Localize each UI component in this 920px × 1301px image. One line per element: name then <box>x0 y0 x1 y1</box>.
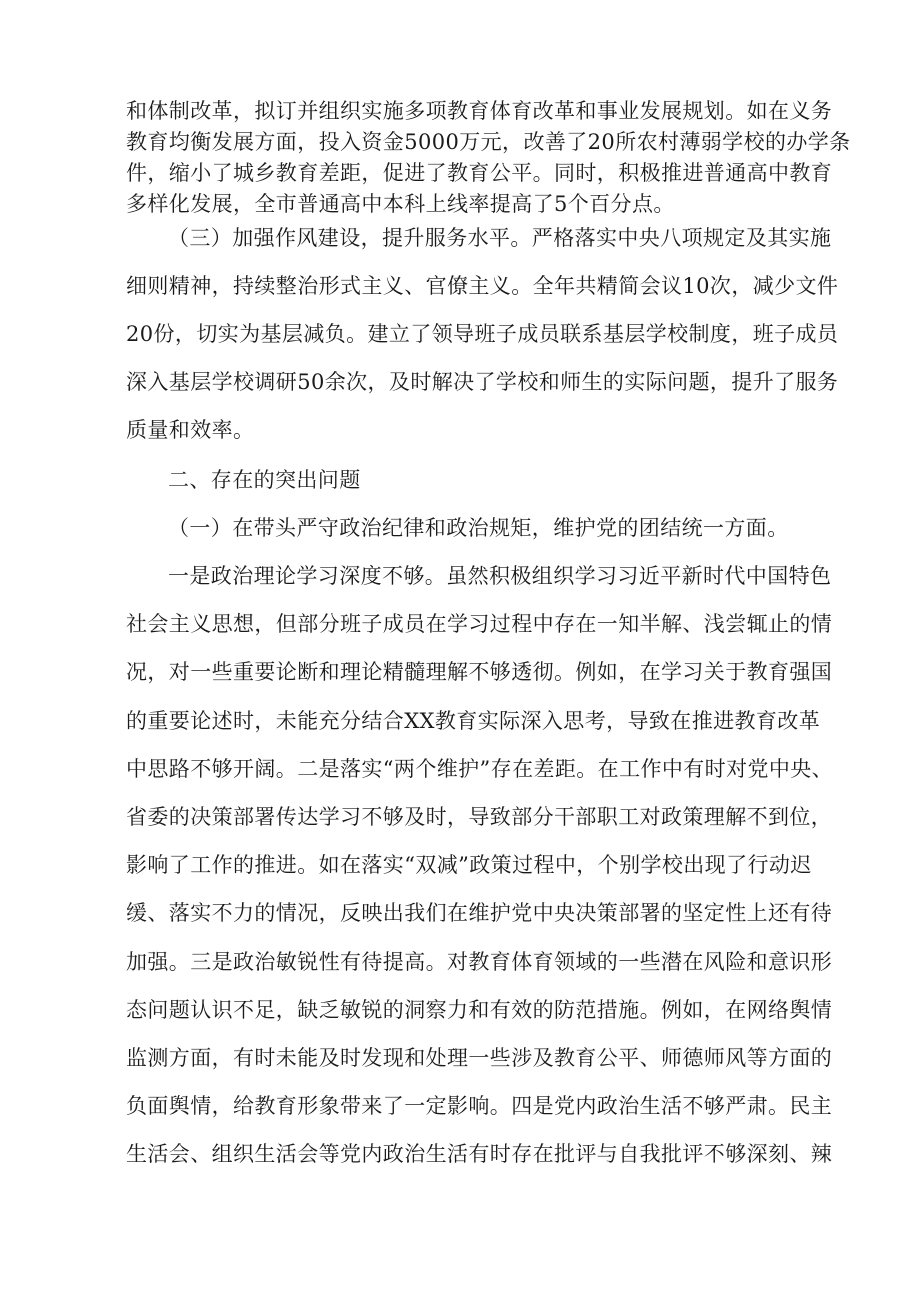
paragraph-problems-detail <box>126 552 834 1179</box>
subsection-title: （一）在带头严守政治纪律和政治规矩，维护党的团结统一方面。 <box>168 516 789 540</box>
text-line: 影响了工作的推进。如在落实“双减”政策过程中，个别学校出现了行动迟 <box>126 853 812 878</box>
text-line: 生活会、组织生活会等党内政治生活有时存在批评与自我批评不够深刻、辣 <box>126 1142 833 1167</box>
text-line: 监测方面，有时未能及时发现和处理一些涉及教育公平、师德师风等方面的 <box>126 1046 833 1071</box>
text-line: 件，缩小了城乡教育差距，促进了教育公平。同时，积极推进普通高中教育 <box>126 161 833 185</box>
text-line: 教育均衡发展方面，投入资金5000万元，改善了20所农村薄弱学校的办学条 <box>126 130 851 154</box>
text-line: 负面舆情，给教育形象带来了一定影响。四是党内政治生活不够严肃。民主 <box>126 1094 833 1119</box>
text-line: 中思路不够开阔。二是落实“两个维护”存在差距。在工作中有时对党中央、 <box>126 756 834 781</box>
text-line: 质量和效率。 <box>126 418 255 442</box>
text-line: 加强。三是政治敏锐性有待提高。对教育体育领域的一些潜在风险和意识形 <box>126 949 833 974</box>
paragraph-reform-results <box>126 96 851 220</box>
text-line: 和体制改革，拟订并组织实施多项教育体育改革和事业发展规划。如在义务 <box>126 99 833 123</box>
text-line: 缓、落实不力的情况，反映出我们在维护党中央决策部署的坚定性上还有待 <box>126 901 833 926</box>
text-line: 况，对一些重要论断和理论精髓理解不够透彻。例如，在学习关于教育强国 <box>126 660 833 685</box>
text-line: 20份，切实为基层减负。建立了领导班子成员联系基层学校制度，班子成员 <box>126 322 839 346</box>
subsection-heading <box>126 504 794 552</box>
section-heading-problems <box>126 456 794 504</box>
text-line: 态问题认识不足，缺乏敏锐的洞察力和有效的防范措施。例如，在网络舆情 <box>126 997 833 1022</box>
text-line: 的重要论述时，未能充分结合XX教育实际深入思考，导致在推进教育改革 <box>126 708 821 733</box>
paragraph-style-building <box>126 214 839 454</box>
section-heading: 二、存在的突出问题 <box>168 468 361 492</box>
text-line: 一是政治理论学习深度不够。虽然积极组织学习习近平新时代中国特色 <box>168 564 832 588</box>
text-line: （三）加强作风建设，提升服务水平。严格落实中央八项规定及其实施 <box>168 226 832 250</box>
text-line: 细则精神，持续整治形式主义、官僚主义。全年共精简会议10次，减少文件 <box>126 274 839 298</box>
text-line: 社会主义思想，但部分班子成员在学习过程中存在一知半解、浅尝辄止的情 <box>126 612 833 637</box>
text-line: 多样化发展，全市普通高中本科上线率提高了5个百分点。 <box>126 192 675 216</box>
text-line: 省委的决策部署传达学习不够及时，导致部分干部职工对政策理解不到位， <box>126 805 833 830</box>
text-line: 深入基层学校调研50余次，及时解决了学校和师生的实际问题，提升了服务 <box>126 370 839 394</box>
